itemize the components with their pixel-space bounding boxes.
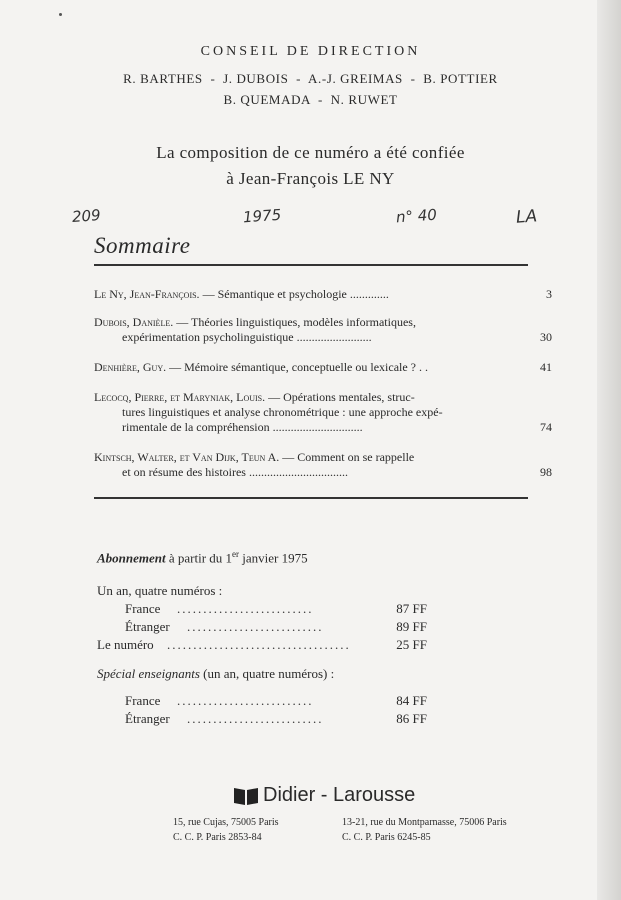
sommaire-heading: Sommaire (94, 233, 191, 258)
toc-entry (94, 450, 552, 480)
address-line: C. C. P. Paris 2853-84 (173, 832, 262, 843)
toc-entry (94, 390, 552, 435)
composition-line-2: à Jean-François LE NY (226, 169, 395, 188)
toc-page-number: 41 (540, 360, 552, 374)
dot-leader: ............. (349, 287, 389, 301)
toc-author: Lecocq, Pierre, et Maryniak, Louis. (94, 390, 266, 404)
price-label: France (125, 601, 161, 616)
price-list (97, 583, 427, 655)
price-value: 25 FF (396, 637, 427, 652)
address-left (173, 815, 279, 845)
divider (94, 497, 528, 499)
handwritten-note: LA (515, 206, 538, 228)
price-value: 87 FF (396, 601, 427, 616)
toc-author: Dubois, Danièle. (94, 315, 174, 329)
subscription-title: Abonnement (97, 550, 166, 566)
address-right (342, 815, 507, 845)
composition-line-1: La composition de ce numéro a été confiée (156, 143, 465, 162)
price-value: 89 FF (396, 619, 427, 634)
handwritten-note: 209 (71, 206, 102, 226)
divider (94, 264, 528, 266)
address-line: 13-21, rue du Montparnasse, 75006 Paris (342, 817, 507, 828)
dot-leader: .......................... (177, 601, 314, 616)
toc-author: Denhière, Guy. (94, 360, 167, 374)
subscription-date-sup: er (232, 549, 240, 559)
dot-leader: . . (419, 360, 429, 374)
toc-title: — Mémoire sémantique, conceptuelle ou lexicale ? (169, 360, 417, 374)
subscription-date: janvier 1975 (242, 550, 308, 566)
toc-title: — Opérations mentales, struc- (268, 390, 415, 404)
subscription-from: à partir du (168, 550, 223, 566)
toc-title: — Comment on se rappelle (282, 450, 415, 464)
subscription-heading (97, 549, 308, 566)
council-members-row-1: R. BARTHES - J. DUBOIS - A.-J. GREIMAS - B. POTTIER (123, 71, 498, 86)
price-row (97, 637, 427, 655)
teachers-prices (97, 693, 427, 729)
price-row (97, 619, 427, 637)
page-edge (597, 0, 621, 900)
toc-title: tures linguistiques et analyse chronométrique : une approche expé- (122, 405, 443, 419)
address-line: 15, rue Cujas, 75005 Paris (173, 817, 279, 828)
book-icon (233, 785, 259, 807)
price-value: 86 FF (396, 711, 427, 726)
handwritten-note: n° 40 (395, 205, 438, 227)
toc-author: Le Ny, Jean-François. (94, 287, 200, 301)
dot-leader: ................................. (248, 465, 348, 479)
speck (59, 13, 62, 16)
toc-page-number: 3 (546, 287, 552, 301)
dot-leader: .......................... (187, 619, 324, 634)
price-value: 84 FF (396, 693, 427, 708)
price-row (97, 711, 427, 729)
toc-title: rimentale de la compréhension (122, 420, 270, 434)
price-row (97, 583, 427, 601)
toc-page-number: 74 (540, 420, 552, 434)
dot-leader: ......................... (296, 330, 372, 344)
handwritten-note: 1975 (242, 205, 282, 227)
dot-leader: .......................... (187, 711, 324, 726)
price-label: Étranger (125, 711, 170, 726)
subscription-date-num: 1 (225, 550, 233, 566)
teachers-price-list (97, 666, 457, 684)
toc-title: — Théories linguistiques, modèles informatiques, (176, 315, 416, 329)
price-row (97, 601, 427, 619)
council-title: CONSEIL DE DIRECTION (200, 44, 421, 59)
price-label: Étranger (125, 619, 170, 634)
dot-leader: .............................. (272, 420, 363, 434)
toc-title: — Sémantique et psychologie (202, 287, 347, 301)
price-row (97, 666, 457, 684)
dot-leader: ................................... (167, 637, 351, 652)
toc-author: Kintsch, Walter, et Van Dijk, Teun A. (94, 450, 280, 464)
dot-leader: .......................... (177, 693, 314, 708)
toc-page-number: 30 (540, 330, 552, 344)
price-label: Le numéro (97, 637, 154, 652)
publisher-name: Didier - Larousse (263, 784, 416, 806)
toc-title: et on résume des histoires (122, 465, 246, 479)
teachers-note: (un an, quatre numéros) : (203, 666, 335, 681)
price-label: France (125, 693, 161, 708)
council-members-row-2: B. QUEMADA - N. RUWET (223, 92, 398, 107)
price-row (97, 693, 427, 711)
year-label: Un an, quatre numéros : (97, 583, 223, 598)
teachers-label: Spécial enseignants (97, 666, 200, 681)
address-line: C. C. P. Paris 6245-85 (342, 832, 431, 843)
toc-entry (94, 360, 552, 375)
toc-entry (94, 315, 552, 345)
toc-entry (94, 287, 552, 302)
teachers-line (97, 666, 334, 682)
toc-title: expérimentation psycholinguistique (122, 330, 294, 344)
toc-page-number: 98 (540, 465, 552, 479)
publisher-logo (233, 784, 415, 807)
